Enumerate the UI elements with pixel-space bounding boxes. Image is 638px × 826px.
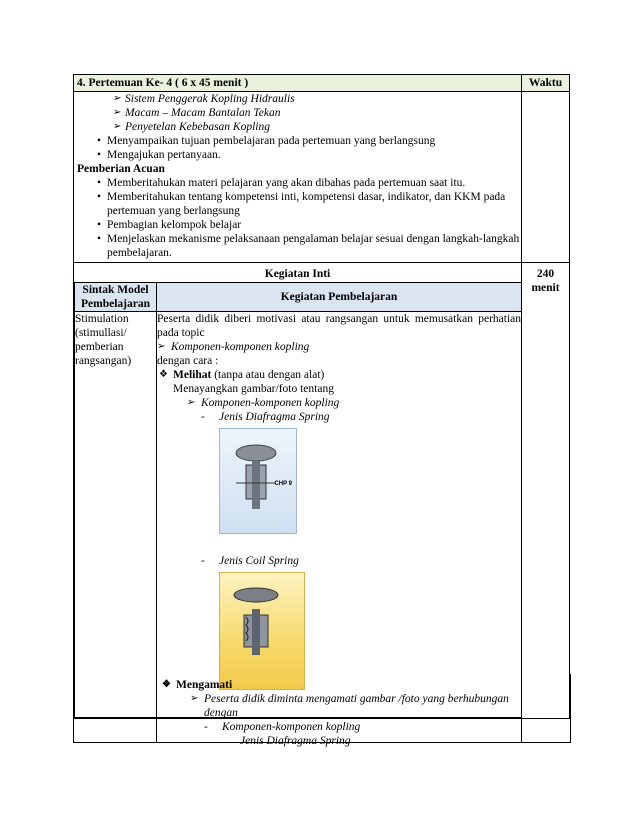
diamond-bullet-icon: ❖ [159, 369, 168, 380]
melihat-item: ❖ Melihat (tanpa atau dengan alat) [159, 369, 325, 381]
bullet-icon: • [97, 177, 102, 189]
mengamati-section [73, 674, 571, 747]
arrow-bullet-icon: ➢ [113, 121, 122, 132]
image-label: CHP 9 [274, 481, 292, 487]
bullet-icon: • [97, 219, 102, 231]
bullet-item: • Memberitahukan materi pelajaran yang akan dibahas pada pertemuan saat itu. [97, 177, 466, 189]
dash-bullet: - [201, 411, 205, 423]
kegiatan-cell [157, 312, 522, 718]
bullet-item: • Menyampaikan tujuan pembelajaran pada pertemuan yang berlangsung [97, 135, 436, 147]
waktu-header: Waktu [522, 75, 570, 92]
diamond-bullet-icon: ❖ [162, 679, 171, 690]
arrow-item: ➢ Sistem Penggerak Kopling Hidraulis [113, 93, 295, 105]
waktu-cell-empty [522, 92, 570, 263]
dash-bullet: - [204, 721, 208, 733]
dash-bullet: - [201, 555, 205, 567]
bullet-item: • Memberitahukan tentang kompetensi inti, kompetensi dasar, indikator, dan KKM pada pertemuan yang berlangsung [97, 191, 506, 217]
bullet-icon: • [97, 191, 102, 203]
arrow-bullet-icon: ➢ [190, 693, 199, 704]
lesson-plan-page [73, 74, 569, 719]
bullet-item: • Menjelaskan mekanisme pelaksanaan pengalaman belajar sesuai dengan langkah-langkah pembelajaran. [97, 233, 520, 259]
mengamati-content [160, 678, 516, 748]
mengamati-subitem: Jenis Diafragma Spring [240, 735, 351, 747]
bullet-icon: • [97, 149, 102, 161]
arrow-item: ➢ Macam – Macam Bantalan Tekan [113, 107, 281, 119]
coil-item: - Jenis Coil Spring [201, 555, 299, 567]
acuan-title: Pemberian Acuan [77, 163, 165, 175]
diafragma-item: - Jenis Diafragma Spring [201, 411, 330, 423]
kegiatan-header: Kegiatan Pembelajaran [157, 283, 522, 312]
mengamati-title: ❖ Mengamati [162, 679, 233, 691]
sintak-cell: Stimulation (stimullasi/ pemberian rangsangan) [75, 312, 157, 718]
arrow-bullet-icon: ➢ [113, 93, 122, 104]
topic-item: ➢ Komponen-komponen kopling [157, 341, 310, 353]
arrow-item: ➢ Penyetelan Kebebasan Kopling [113, 121, 270, 133]
column-divider [521, 674, 522, 742]
mengamati-item: - Komponen-komponen kopling [204, 721, 361, 733]
inti-cell [74, 263, 522, 719]
activity-table [74, 282, 522, 718]
sintak-header: Sintak Model Pembelajaran [75, 283, 157, 312]
sub-topic-item: ➢ Komponen-komponen kopling [187, 397, 340, 409]
clutch-diagram-icon [232, 587, 280, 657]
sintak-cell-continued [74, 674, 157, 742]
bullet-icon: • [97, 135, 102, 147]
clutch-diagram-icon [232, 443, 280, 513]
meeting-title: 4. Pertemuan Ke- 4 ( 6 x 45 menit ) [74, 75, 522, 92]
inti-title: Kegiatan Inti [264, 268, 331, 280]
arrow-bullet-icon: ➢ [157, 341, 166, 352]
time-value: 240 [536, 268, 555, 280]
time-unit: menit [531, 282, 560, 294]
arrow-bullet-icon: ➢ [187, 397, 196, 408]
dengan-cara: dengan cara : [157, 355, 219, 367]
mengamati-text: ➢ Peserta didik diminta mengamati gambar /foto yang berhubungan dengan [190, 693, 509, 719]
bullet-item: • Pembagian kelompok belajar [97, 219, 242, 231]
stimulus-text: Peserta didik diberi motivasi atau rangsangan untuk memusatkan perhatian pada topic [157, 313, 521, 339]
lesson-table [73, 74, 570, 719]
menayangkan-text: Menayangkan gambar/foto tentang [173, 383, 334, 395]
time-cell [522, 263, 570, 719]
diaphragm-spring-clutch-image [219, 428, 297, 534]
coil-spring-clutch-image [219, 572, 305, 690]
bullet-icon: • [97, 233, 102, 245]
arrow-bullet-icon: ➢ [113, 107, 122, 118]
intro-cell [74, 92, 522, 263]
bullet-item: • Mengajukan pertanyaan. [97, 149, 221, 161]
